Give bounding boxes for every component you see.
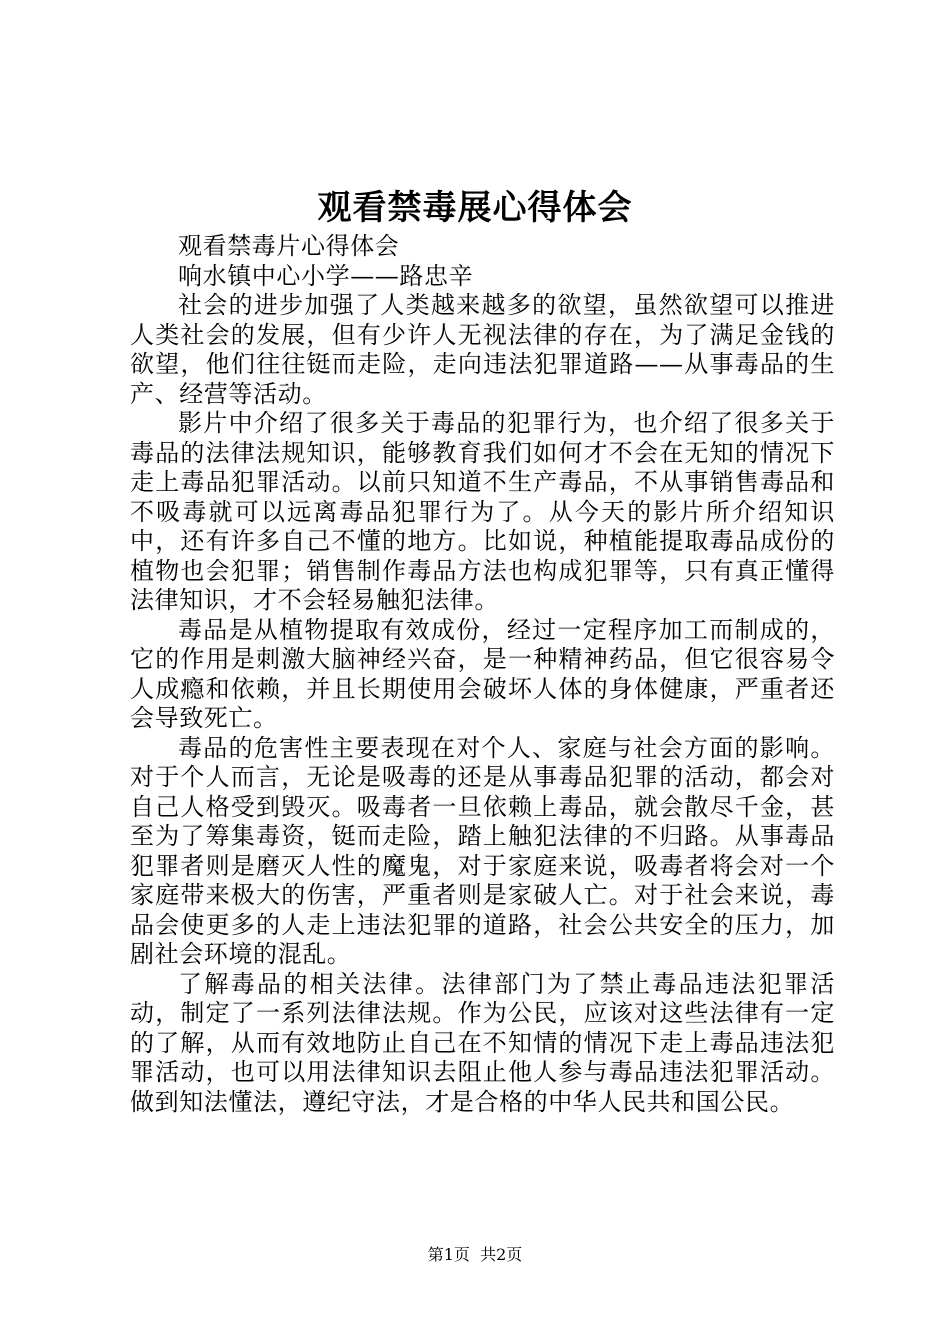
body-paragraph: 影片中介绍了很多关于毒品的犯罪行为，也介绍了很多关于毒品的法律法规知识，能够教育我们如何才不会在无知的情况下走上毒品犯罪活动。以前只知道不生产毒品，不从事销售毒品和不吸毒就可以远离毒品犯罪行为了。从今天的影片所介绍知识中，还有许多自己不懂的地方。比如说，种植能提取毒品成份的植物也会犯罪；销售制作毒品方法也构成犯罪等，只有真正懂得法律知识，才不会轻易触犯法律。 [130, 409, 835, 614]
body-paragraph: 毒品是从植物提取有效成份，经过一定程序加工而制成的，它的作用是刺激大脑神经兴奋，是一种精神药品，但它很容易令人成瘾和依赖，并且长期使用会破坏人体的身体健康，严重者还会导致死亡。 [130, 615, 835, 732]
page-number: 第1页 [427, 1245, 470, 1264]
body-paragraph: 毒品的危害性主要表现在对个人、家庭与社会方面的影响。对于个人而言，无论是吸毒的还是从事毒品犯罪的活动，都会对自己人格受到毁灭。吸毒者一旦依赖上毒品，就会散尽千金，甚至为了筹集毒资，铤而走险，踏上触犯法律的不归路。从事毒品犯罪者则是磨灭人性的魔鬼，对于家庭来说，吸毒者将会对一个家庭带来极大的伤害，严重者则是家破人亡。对于社会来说，毒品会使更多的人走上违法犯罪的道路，社会公共安全的压力，加剧社会环境的混乱。 [130, 733, 835, 968]
body-paragraph: 社会的进步加强了人类越来越多的欲望，虽然欲望可以推进人类社会的发展，但有少许人无视法律的存在，为了满足金钱的欲望，他们往往铤而走险，走向违法犯罪道路——从事毒品的生产、经营等活动。 [130, 291, 835, 408]
author-line: 响水镇中心小学——路忠辛 [178, 261, 474, 290]
document-title: 观看禁毒展心得体会 [317, 188, 633, 228]
body-paragraph: 了解毒品的相关法律。法律部门为了禁止毒品违法犯罪活动，制定了一系列法律法规。作为公民，应该对这些法律有一定的了解，从而有效地防止自己在不知情的情况下走上毒品违法犯罪活动，也可以用法律知识去阻止他人参与毒品违法犯罪活动。做到知法懂法，遵纪守法，才是合格的中华人民共和国公民。 [130, 969, 835, 1116]
page-count: 共2页 [480, 1245, 523, 1264]
page-footer [0, 1244, 950, 1266]
footer-separator [470, 1245, 480, 1264]
subtitle: 观看禁毒片心得体会 [178, 232, 400, 260]
document-body [130, 232, 835, 1117]
